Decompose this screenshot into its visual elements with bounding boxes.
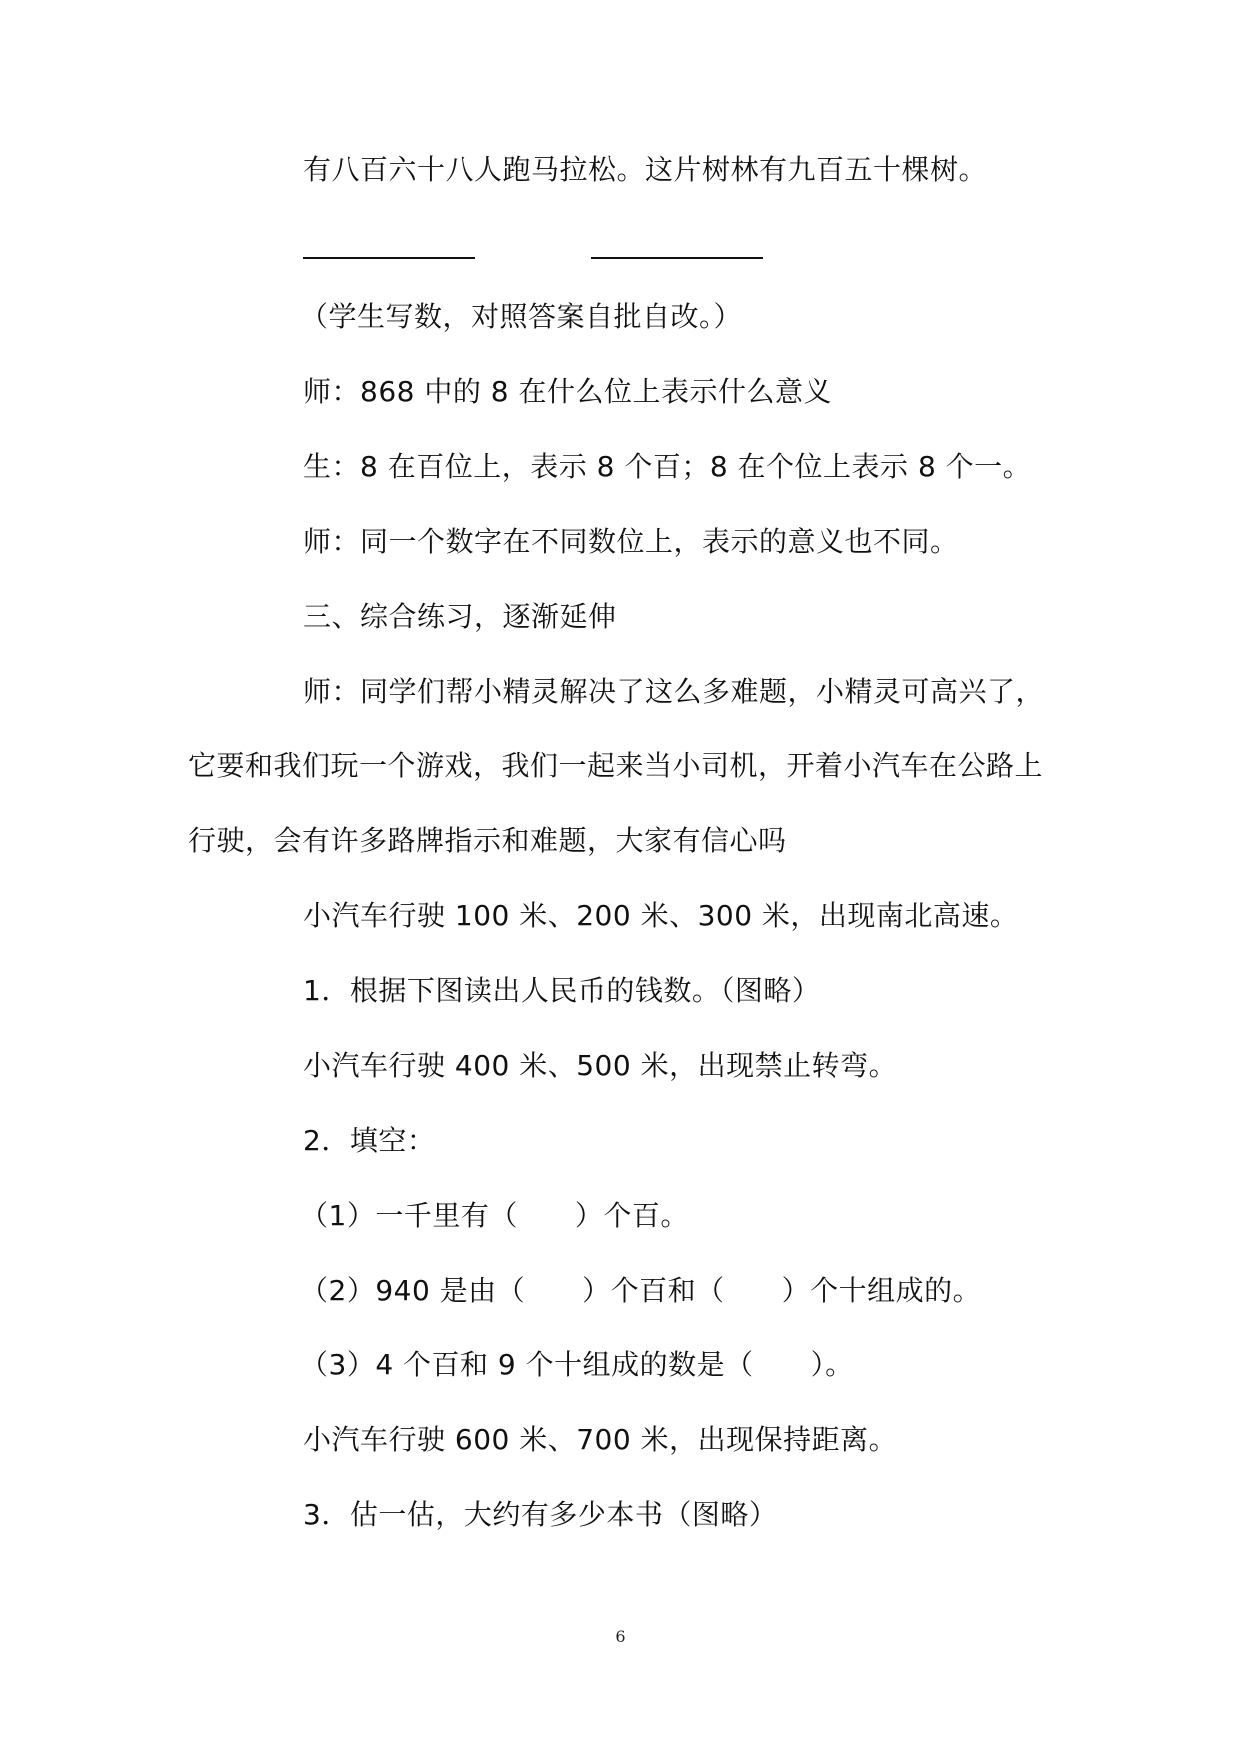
exercise-2-heading: 2．填空： [303,1124,436,1157]
exercise-1: 1．根据下图读出人民币的钱数。（图略） [303,974,821,1007]
exercise-2-item-1: （1）一千里有（ ）个百。 [300,1199,689,1232]
paragraph-drive-100-300: 小汽车行驶 100 米、200 米、300 米，出现南北高速。 [303,899,1019,932]
answer-blank-1 [303,257,475,259]
exercise-2-item-2: （2）940 是由（ ）个百和（ ）个十组成的。 [300,1274,982,1307]
section-heading-practice: 三、综合练习，逐渐延伸 [303,600,617,633]
paragraph-student-write: （学生写数，对照答案自批自改。） [300,300,743,333]
exercise-2-item-3: （3）4 个百和 9 个十组成的数是（ ）。 [300,1348,854,1381]
paragraph-drive-400-500: 小汽车行驶 400 米、500 米，出现禁止转弯。 [303,1049,898,1082]
paragraph-teacher-summary: 师：同一个数字在不同数位上，表示的意义也不同。 [303,525,959,558]
paragraph-student-answer: 生：8 在百位上，表示 8 个百；8 在个位上表示 8 个一。 [303,450,1032,483]
answer-blank-2 [591,257,763,259]
page-number: 6 [615,1627,626,1646]
exercise-3: 3．估一估，大约有多少本书（图略） [303,1498,778,1531]
paragraph-drive-600-700: 小汽车行驶 600 米、700 米，出现保持距离。 [303,1423,898,1456]
paragraph-game-intro-line1: 师：同学们帮小精灵解决了这么多难题，小精灵可高兴了， [303,675,1045,708]
paragraph-game-intro-line3: 行驶，会有许多路牌指示和难题，大家有信心吗 [188,824,787,857]
paragraph-marathon-trees: 有八百六十八人跑马拉松。这片树林有九百五十棵树。 [303,153,988,186]
paragraph-game-intro-line2: 它要和我们玩一个游戏，我们一起来当小司机，开着小汽车在公路上 [188,749,1044,782]
paragraph-teacher-question: 师：868 中的 8 在什么位上表示什么意义 [303,375,832,408]
